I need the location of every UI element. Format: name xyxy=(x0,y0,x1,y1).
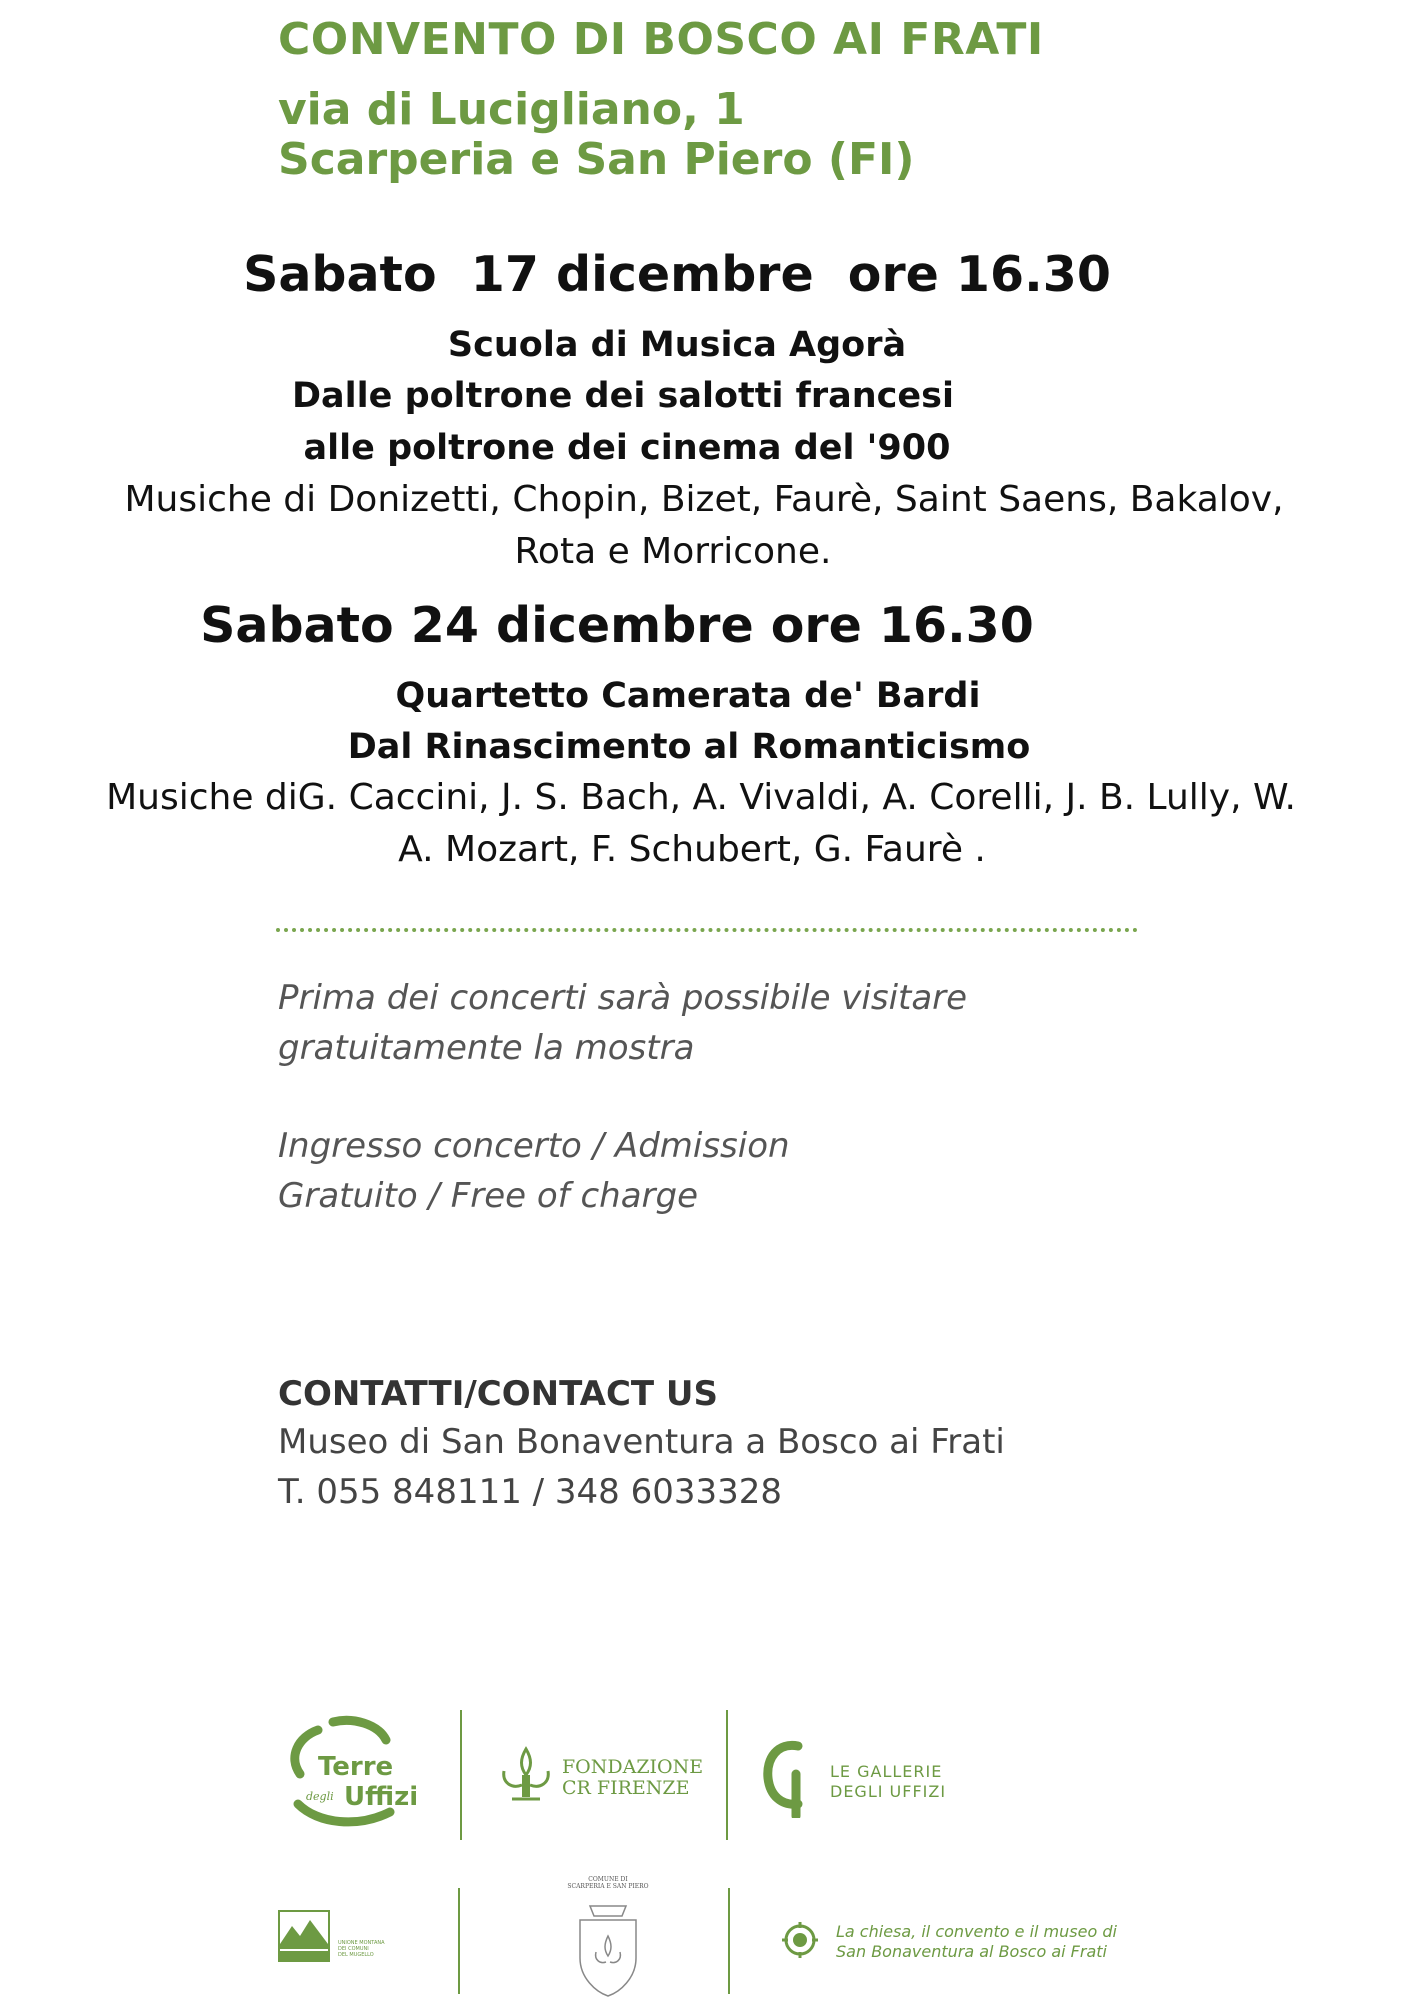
fondazione-lily-icon xyxy=(498,1745,554,1805)
event1-title-line1: Dalle poltrone dei salotti francesi xyxy=(291,376,954,416)
logo-divider xyxy=(458,1888,460,1994)
gallerie-g-icon xyxy=(762,1738,816,1818)
gallerie-text xyxy=(830,1762,946,1802)
unione-line3: DEL MUGELLO xyxy=(338,1952,374,1958)
exhibition-note-line1: Prima dei concerti sarà possibile visitare xyxy=(278,978,968,1018)
terre-word: Terre xyxy=(318,1752,394,1782)
uffizi-word: Uffizi xyxy=(344,1782,419,1812)
gallerie-line1: LE GALLERIE xyxy=(830,1762,943,1781)
event1-performer: Scuola di Musica Agorà xyxy=(447,325,907,365)
event1-date: Sabato 17 dicembre ore 16.30 xyxy=(243,246,1111,303)
chiesa-text xyxy=(836,1922,1117,1962)
contacts-museum: Museo di San Bonaventura a Bosco ai Frati xyxy=(278,1422,1005,1462)
unione-montana-text xyxy=(338,1940,385,1958)
contacts-title: CONTATTI/CONTACT US xyxy=(278,1374,719,1414)
event2-program-line2: A. Mozart, F. Schubert, G. Faurè . xyxy=(398,829,986,870)
address-city: Scarperia e San Piero (FI) xyxy=(278,134,915,185)
comune-line1: COMUNE DI xyxy=(588,1876,628,1883)
event2-program-line1: Musiche diG. Caccini, J. S. Bach, A. Vivaldi, A. Corelli, J. B. Lully, W. xyxy=(106,777,1296,818)
fondazione-line1: FONDAZIONE xyxy=(562,1756,704,1778)
comune-crest-icon xyxy=(560,1896,656,2000)
event1-program-line1: Musiche di Donizetti, Chopin, Bizet, Faurè, Saint Saens, Bakalov, xyxy=(124,479,1284,520)
dotted-separator xyxy=(276,928,1138,932)
event2-date: Sabato 24 dicembre ore 16.30 xyxy=(200,597,1034,654)
gallerie-line2: DEGLI UFFIZI xyxy=(830,1782,947,1801)
event2-performer: Quartetto Camerata de' Bardi xyxy=(395,676,981,716)
contacts-phone: T. 055 848111 / 348 6033328 xyxy=(278,1472,783,1512)
exhibition-note-line2: gratuitamente la mostra xyxy=(278,1028,695,1068)
fondazione-text xyxy=(562,1757,703,1799)
address-street: via di Lucigliano, 1 xyxy=(278,84,745,135)
chiesa-line1: La chiesa, il convento e il museo di xyxy=(836,1922,1117,1941)
chiesa-line2: San Bonaventura al Bosco ai Frati xyxy=(836,1942,1107,1961)
venue-name: CONVENTO DI BOSCO AI FRATI xyxy=(278,14,1044,65)
comune-text xyxy=(548,1876,668,1890)
logo-divider xyxy=(460,1710,462,1840)
event2-title: Dal Rinascimento al Romanticismo xyxy=(347,727,1031,767)
logo-divider xyxy=(726,1710,728,1840)
comune-line2: SCARPERIA E SAN PIERO xyxy=(567,1883,649,1890)
admission-price: Gratuito / Free of charge xyxy=(278,1176,699,1216)
fondazione-line2: CR FIRENZE xyxy=(562,1777,690,1799)
event1-program-line2: Rota e Morricone. xyxy=(514,531,832,572)
logo-divider xyxy=(728,1888,730,1994)
degli-word: degli xyxy=(306,1790,334,1803)
chiesa-emblem-icon xyxy=(782,1922,818,1958)
event1-title-line2: alle poltrone dei cinema del '900 xyxy=(303,428,951,468)
admission-label: Ingresso concerto / Admission xyxy=(278,1126,790,1166)
unione-line1: UNIONE MONTANA xyxy=(338,1940,385,1946)
unione-montana-icon xyxy=(278,1910,330,1962)
unione-line2: DEI COMUNI xyxy=(338,1946,369,1952)
